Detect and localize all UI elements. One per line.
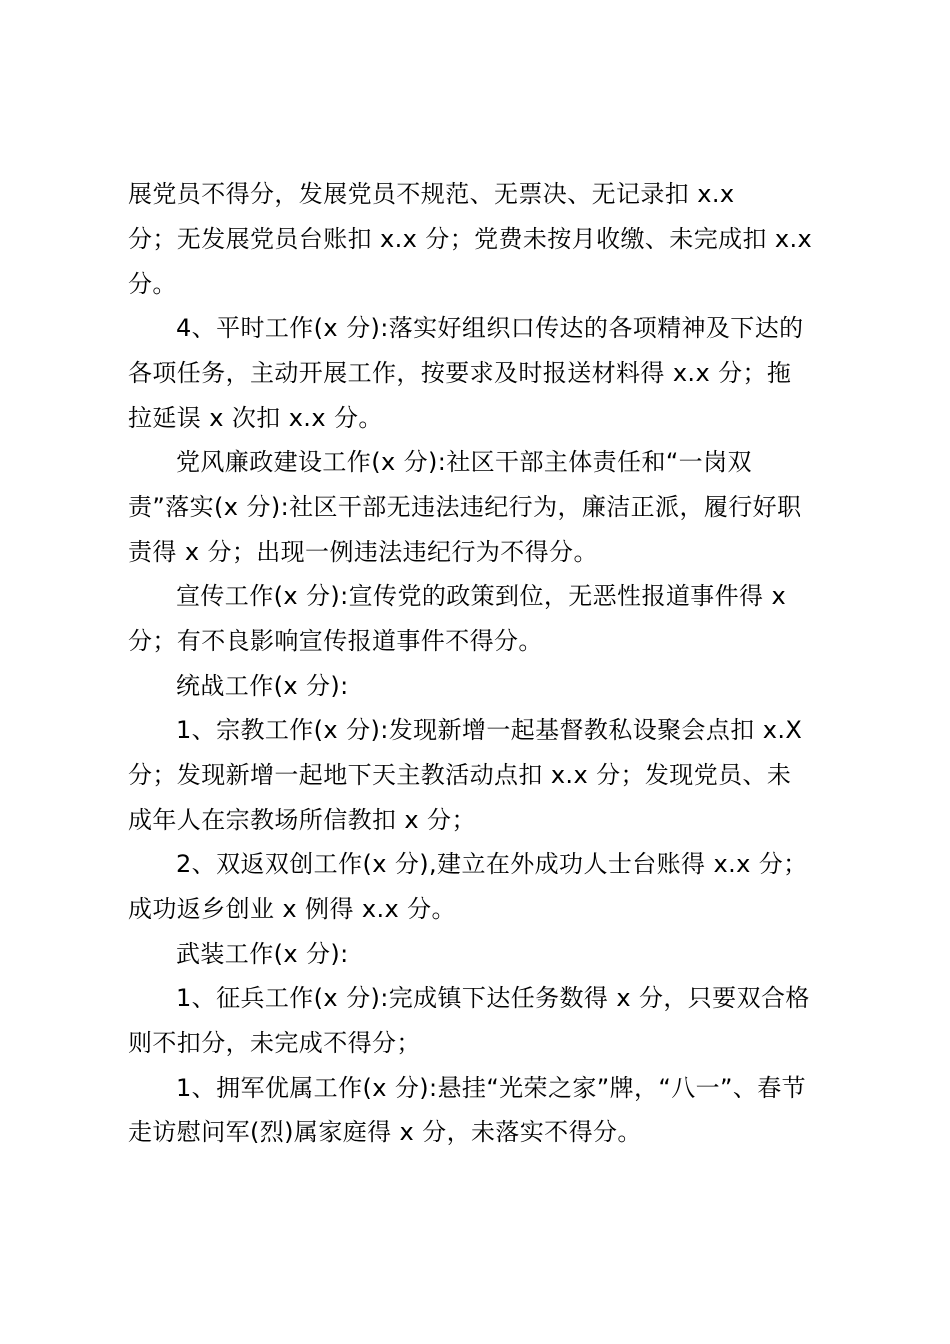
paragraph-line: 统战工作(x 分): [176, 672, 349, 700]
paragraph-line: 成年人在宗教场所信教扣 x 分； [128, 806, 476, 834]
paragraph-line: 1、征兵工作(x 分):完成镇下达任务数得 x 分，只要双合格 [176, 984, 810, 1012]
paragraph-line: 分。 [128, 270, 177, 298]
paragraph-line: 2、双返双创工作(x 分),建立在外成功人士台账得 x.x 分； [176, 850, 808, 878]
paragraph-line: 展党员不得分，发展党员不规范、无票决、无记录扣 x.x [128, 180, 735, 208]
paragraph-line: 4、平时工作(x 分):落实好组织口传达的各项精神及下达的 [176, 314, 804, 342]
paragraph-line: 责”落实(x 分):社区干部无违法违纪行为，廉洁正派，履行好职 [128, 493, 802, 521]
paragraph-line: 分；有不良影响宣传报道事件不得分。 [128, 627, 543, 655]
paragraph-line: 宣传工作(x 分):宣传党的政策到位，无恶性报道事件得 x [176, 582, 787, 610]
paragraph-line: 党风廉政建设工作(x 分):社区干部主体责任和“一岗双 [176, 448, 752, 476]
paragraph-line: 走访慰问军(烈)属家庭得 x 分，未落实不得分。 [128, 1118, 642, 1146]
paragraph-line: 1、拥军优属工作(x 分):悬挂“光荣之家”牌，“八一”、春节 [176, 1074, 807, 1102]
paragraph-line: 成功返乡创业 x 例得 x.x 分。 [128, 895, 456, 923]
paragraph-line: 分；无发展党员台账扣 x.x 分；党费未按月收缴、未完成扣 x.x [128, 225, 813, 253]
paragraph-line: 则不扣分，未完成不得分； [128, 1029, 421, 1057]
paragraph-line: 1、宗教工作(x 分):发现新增一起基督教私设聚会点扣 x.X [176, 716, 803, 744]
paragraph-line: 拉延误 x 次扣 x.x 分。 [128, 404, 383, 432]
paragraph-line: 责得 x 分；出现一例违法违纪行为不得分。 [128, 538, 598, 566]
paragraph-line: 分；发现新增一起地下天主教活动点扣 x.x 分；发现党员、未 [128, 761, 792, 789]
paragraph-line: 各项任务，主动开展工作，按要求及时报送材料得 x.x 分；拖 [128, 359, 792, 387]
paragraph-line: 武装工作(x 分): [176, 940, 349, 968]
